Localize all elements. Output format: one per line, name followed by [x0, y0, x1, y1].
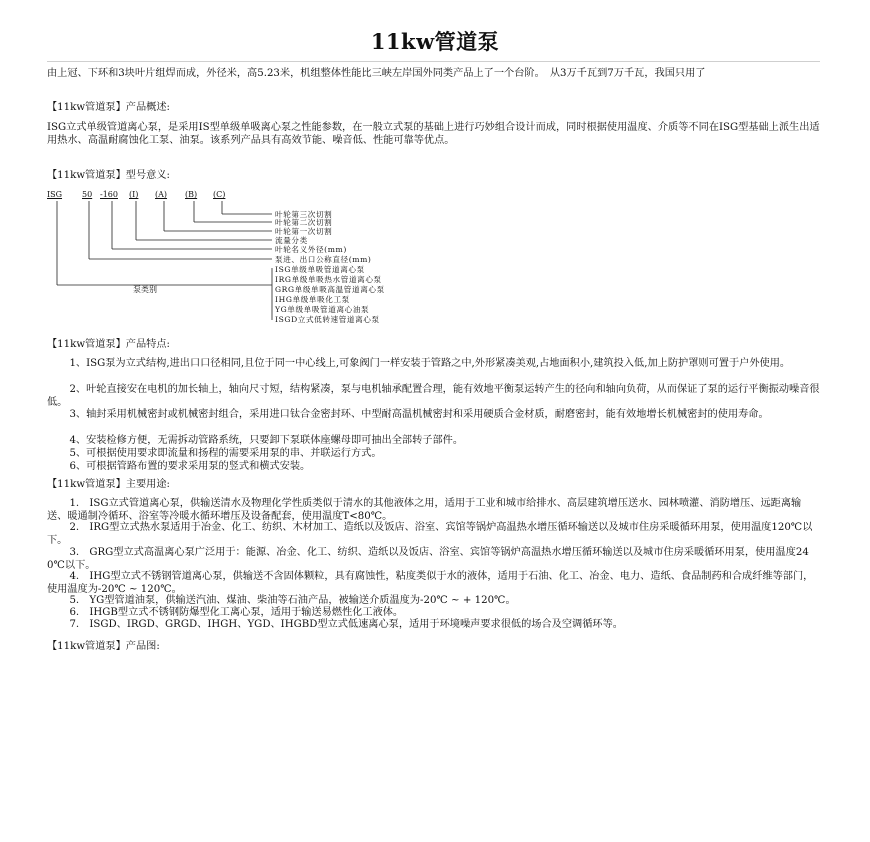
code-a: (A) [155, 190, 168, 199]
label-cut3: 叶轮第三次切割 [275, 210, 333, 219]
label-cut1: 叶轮第一次切割 [275, 227, 333, 236]
label-ihg: IHG单级单吸化工泵 [275, 295, 350, 304]
label-grg: GRG单级单吸高温管道离心泵 [275, 285, 385, 294]
model-heading: 【11kw管道泵】型号意义: [47, 170, 170, 181]
use-item: 3. GRG型立式高温离心泵广泛用于：能源、冶金、化工、纺织、造纸以及饭店、浴室、宾馆等锅炉高温热水增压循环输送以及城市住房采暖循环用泵，使用温度240℃以下。 [47, 547, 809, 572]
intro-paragraph: 由上冠、下环和3块叶片组焊而成，外径米，高5.23米，机组整体性能比三峡左岸国外同类产品上了一个台阶。 从3万千瓦到7万千瓦，我国只用了 [47, 68, 706, 79]
overview-heading: 【11kw管道泵】产品概述: [47, 102, 170, 113]
label-yg: YG单级单吸管道离心油泵 [275, 305, 370, 314]
label-cut2: 叶轮第二次切割 [275, 218, 333, 227]
code-c: (C) [213, 190, 226, 199]
feature-item: 3、轴封采用机械密封或机械密封组合，采用进口钛合金密封环、中型耐高温机械密封和采用硬质合金材质，耐磨密封，能有效地增长机械密封的使用寿命。 [69, 409, 769, 420]
use-item: 2. IRG型立式热水泵适用于冶金、化工、纺织、木材加工、造纸以及饭店、浴室、宾馆等锅炉高温热水增压循环输送以及城市住房采暖循环用泵，使用温度120℃以下。 [47, 522, 813, 547]
label-isgd: ISGD立式低转速管道离心泵 [275, 315, 380, 324]
series-label: 泵类别 [133, 285, 157, 294]
use-item: 6. IHGB型立式不锈钢防爆型化工离心泵，适用于输送易燃性化工液体。 [69, 607, 404, 618]
model-diagram [47, 188, 467, 328]
page-title: 11kw管道泵 [370, 29, 500, 54]
label-flow: 流量分类 [275, 236, 308, 245]
feature-item: 1、ISG泵为立式结构,进出口口径相同,且位于同一中心线上,可象阀门一样安装于管路之中,外形紧凑美观,占地面积小,建筑投入低,加上防护罩则可置于户外使用。 [69, 358, 791, 369]
code-b: (B) [185, 190, 198, 199]
label-isg: ISG单级单吸管道离心泵 [275, 265, 365, 274]
uses-heading: 【11kw管道泵】主要用途: [47, 479, 170, 490]
features-heading: 【11kw管道泵】产品特点: [47, 339, 170, 350]
overview-paragraph: ISG立式单级管道离心泵，是采用IS型单级单吸离心泵之性能参数，在一般立式泵的基础上进行巧妙组合设计而成，同时根据使用温度、介质等不同在ISG型基础上派生出适用热水、高温耐腐蚀化工泵、油泵。该系列产品具有高效节能、噪音低、性能可靠等优点。 [47, 122, 820, 147]
title-divider [47, 61, 820, 62]
model-diagram-lines [47, 188, 467, 328]
feature-item: 2、叶轮直接安在电机的加长轴上，轴向尺寸短，结构紧凑，泵与电机轴承配置合理，能有效地平衡泵运转产生的径向和轴向负荷，从而保证了泵的运行平衡振动噪音很低。 [47, 384, 820, 409]
feature-item: 6、可根据管路布置的要求采用泵的竖式和横式安装。 [69, 461, 311, 472]
feature-item: 5、可根据使用要求即流量和扬程的需要采用泵的串、并联运行方式。 [69, 448, 382, 459]
code-50: 50 [82, 190, 93, 199]
use-item: 4. IHG型立式不锈钢管道离心泵，供输送不含固体颗粒，具有腐蚀性，粘度类似于水的液体，适用于石油、化工、冶金、电力、造纸、食品制药和合成纤维等部门，使用温度为-20℃ ~ 120℃。 [47, 571, 814, 596]
use-item: 1. ISG立式管道离心泵，供输送清水及物理化学性质类似于清水的其他液体之用，适用于工业和城市给排水、高层建筑增压送水、园林喷灌、消防增压、远距离输送、暖通制冷循环、浴室等冷暖水循环增压及设备配套，使用温度T<80℃。 [47, 498, 802, 523]
use-item: 7. ISGD、IRGD、GRGD、IHGH、YGD、IHGBD型立式低速离心泵，适用于环境噪声要求很低的场合及空调循环等。 [69, 619, 623, 630]
label-impeller-dia: 叶轮名义外径(mm) [275, 245, 347, 254]
product-image-heading: 【11kw管道泵】产品图: [47, 641, 160, 652]
code-160: -160 [100, 190, 118, 199]
label-nominal-dia: 泵进、出口公称直径(mm) [275, 255, 372, 264]
code-isg: ISG [47, 190, 63, 199]
label-irg: IRG单级单吸热水管道离心泵 [275, 275, 382, 284]
code-i: (I) [129, 190, 139, 199]
use-item: 5. YG型管道油泵，供输送汽油、煤油、柴油等石油产品，被输送介质温度为-20℃ ~ + 120℃。 [69, 595, 516, 606]
feature-item: 4、安装检修方便，无需拆动管路系统，只要卸下泵联体座螺母即可抽出全部转子部件。 [69, 435, 464, 446]
